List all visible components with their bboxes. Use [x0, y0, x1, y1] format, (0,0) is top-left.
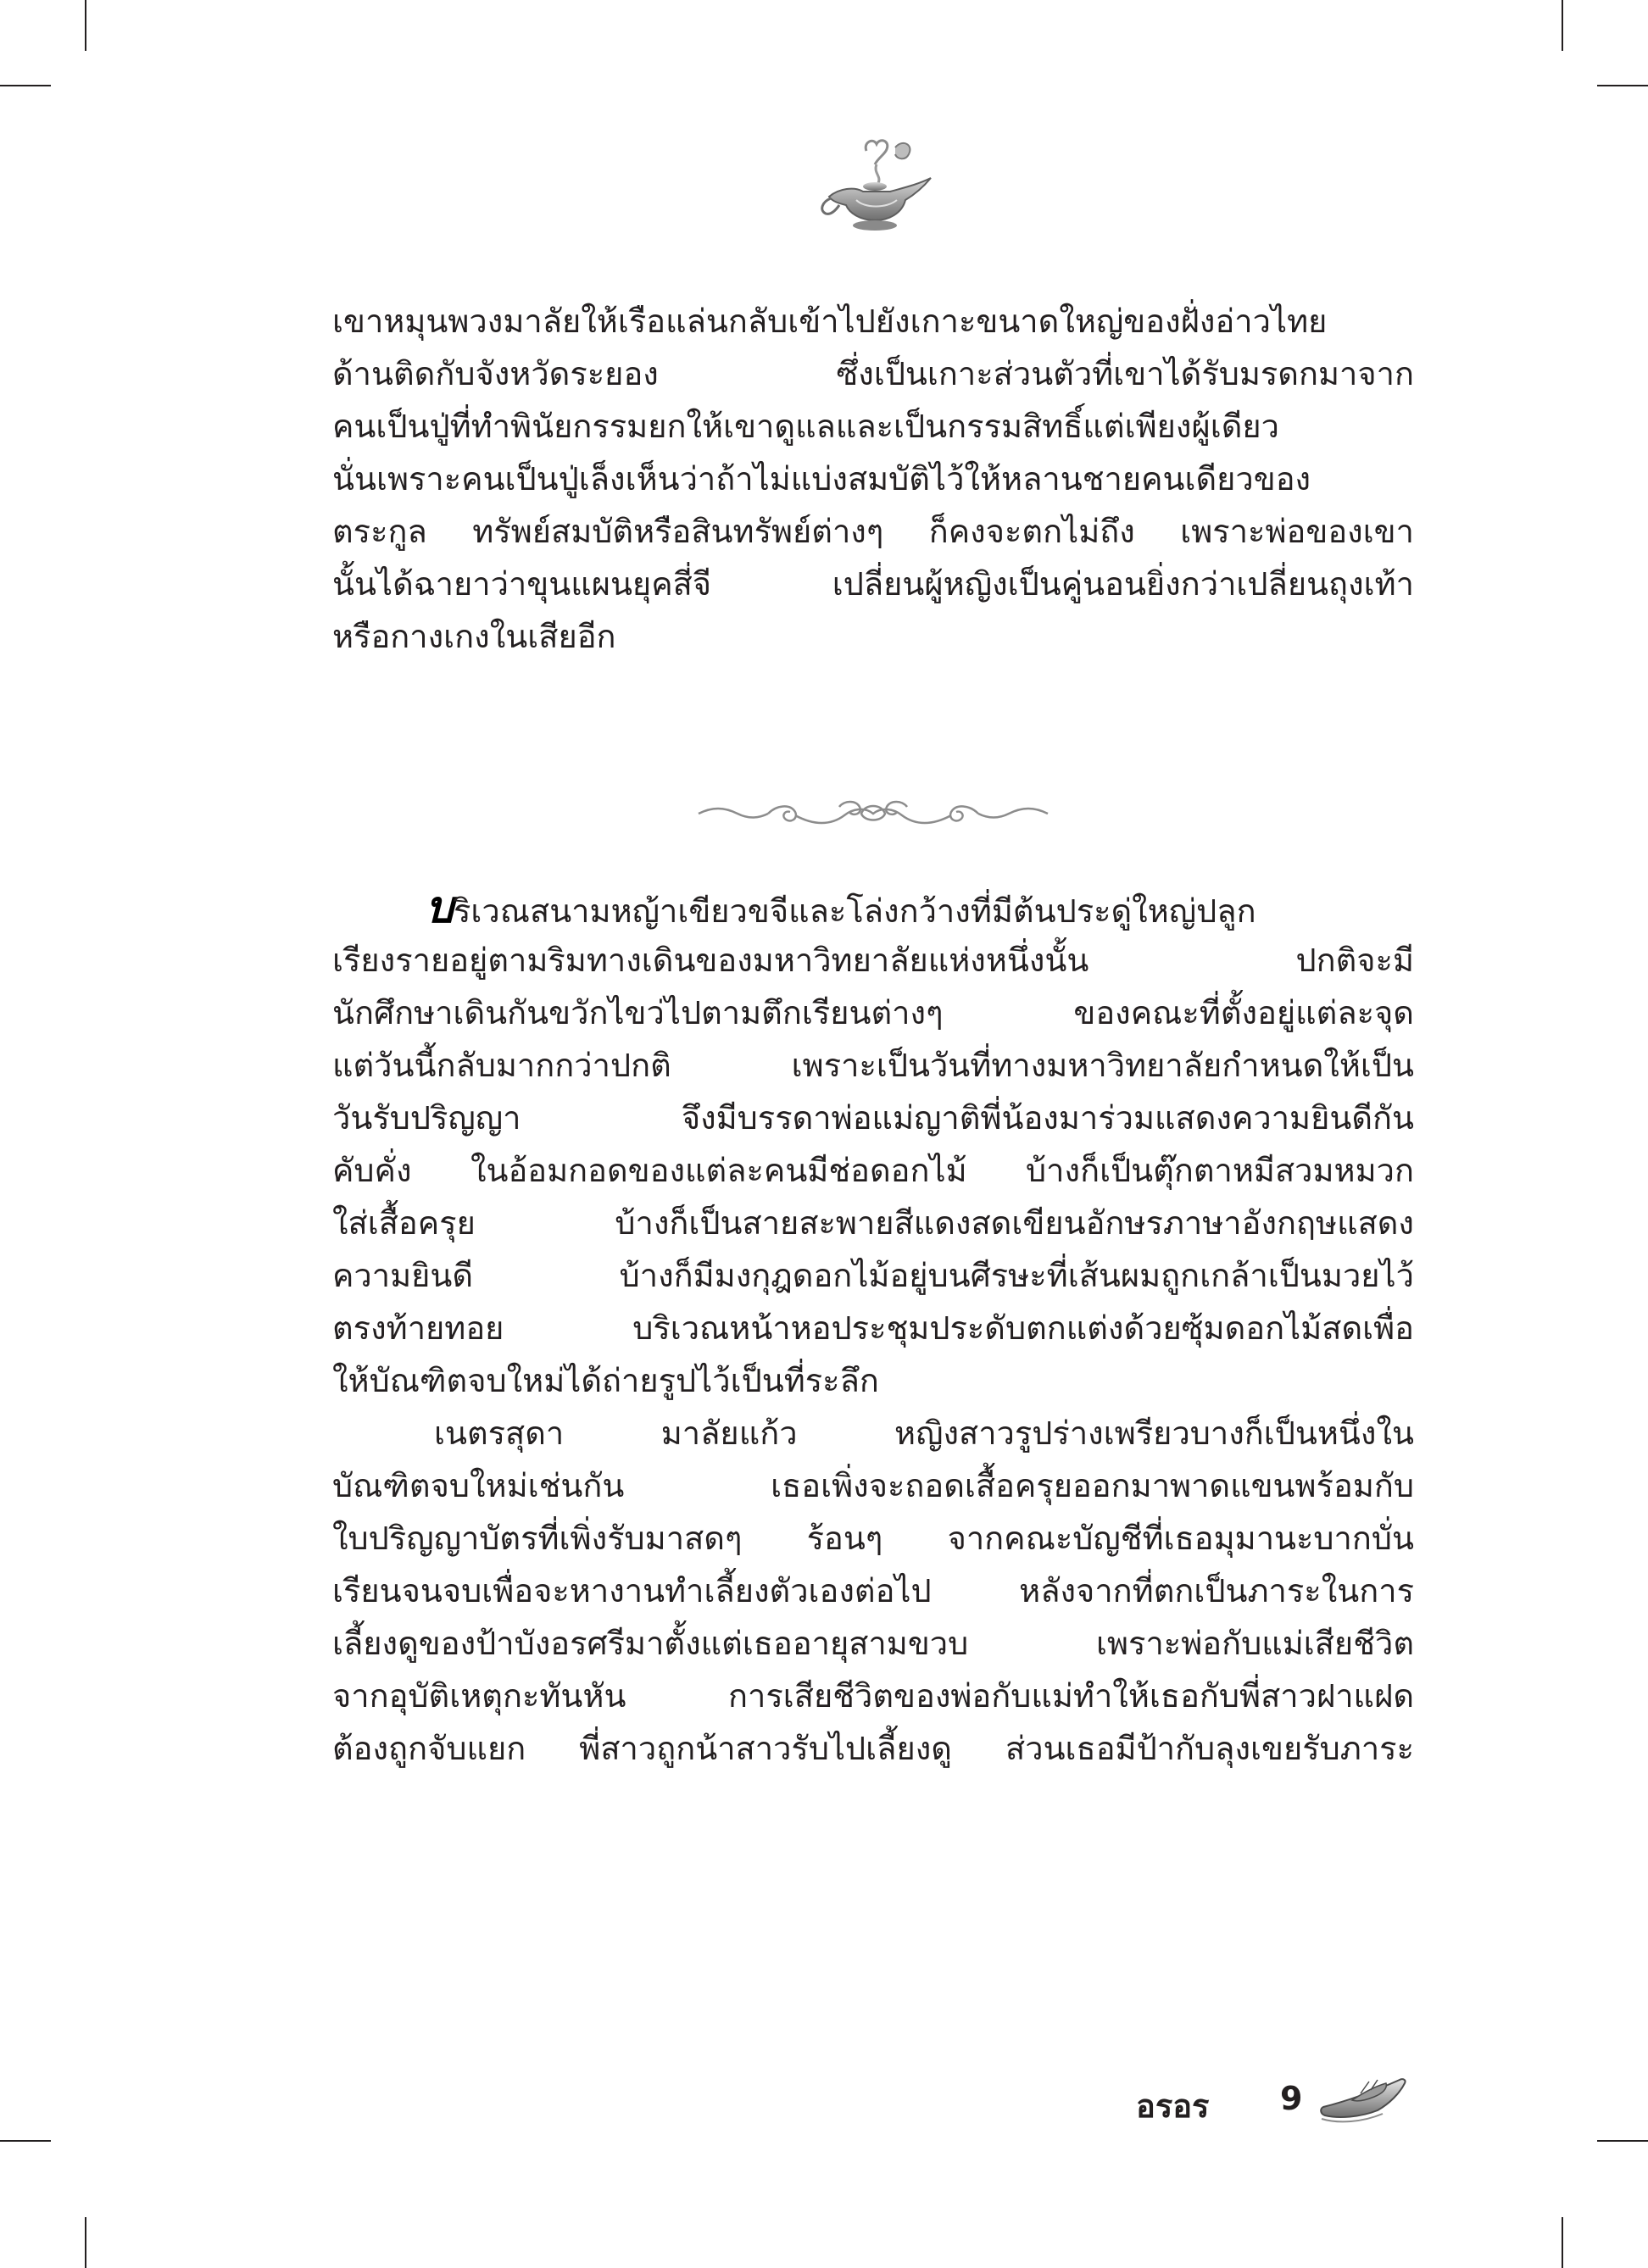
- crop-mark-top-left: [85, 0, 86, 51]
- speedboat-icon: [1318, 2068, 1411, 2127]
- text-line: คนเป็นปู่ที่ทำพินัยกรรมยกให้เขาดูแลและเป็นกรรมสิทธิ์แต่เพียงผู้เดียว: [332, 408, 1279, 445]
- text-line: วันรับปริญญา จึงมีบรรดาพ่อแม่ญาติพี่น้องมาร่วมแสดงความยินดีกัน: [332, 1099, 1414, 1137]
- text-line: นั้นได้ฉายาว่าขุนแผนยุคสี่จี เปลี่ยนผู้หญิงเป็นคู่นอนยิ่งกว่าเปลี่ยนถุงเท้า: [332, 565, 1414, 603]
- ornament-divider-icon: [695, 788, 1051, 839]
- text-line: ใบปริญญาบัตรที่เพิ่งรับมาสดๆ ร้อนๆ จากคณะบัญชีที่เธอมุมานะบากบั่น: [332, 1520, 1414, 1557]
- text-line: ใส่เสื้อครุย บ้างก็เป็นสายสะพายสีแดงสดเขียนอักษรภาษาอังกฤษแสดง: [332, 1204, 1414, 1242]
- crop-mark-top-left-h: [0, 85, 51, 86]
- text-line: บัณฑิตจบใหม่เช่นกัน เธอเพิ่งจะถอดเสื้อครุยออกมาพาดแขนพร้อมกับ: [332, 1467, 1414, 1504]
- text-line: เนตรสุดา มาลัยแก้ว หญิงสาวรูปร่างเพรียวบางก็เป็นหนึ่งใน: [434, 1415, 1414, 1452]
- text-line-rest: ริเวณสนามหญ้าเขียวขจีและโล่งกว้างที่มีต้นประดู่ใหญ่ปลูก: [454, 892, 1256, 930]
- book-title: อรอร: [1136, 2087, 1210, 2125]
- text-line: เรียนจนจบเพื่อจะหางานทำเลี้ยงตัวเองต่อไป หลังจากที่ตกเป็นภาระในการ: [332, 1572, 1414, 1609]
- text-line: ต้องถูกจับแยก พี่สาวถูกน้าสาวรับไปเลี้ยงดู ส่วนเธอมีป้ากับลุงเขยรับภาระ: [332, 1730, 1414, 1767]
- text-line-first: [332, 881, 1414, 934]
- text-line: เรียงรายอยู่ตามริมทางเดินของมหาวิทยาลัยแห่งหนึ่งนั้น ปกติจะมี: [332, 942, 1414, 979]
- paragraph-2: [332, 881, 1414, 1775]
- crop-mark-bottom-left: [85, 2217, 86, 2268]
- crop-mark-bottom-right-h: [1597, 2140, 1648, 2142]
- text-line: จากอุบัติเหตุกะทันหัน การเสียชีวิตของพ่อกับแม่ทำให้เธอกับพี่สาวฝาแฝด: [332, 1677, 1414, 1715]
- crop-mark-top-right-h: [1597, 85, 1648, 86]
- text-line: ความยินดี บ้างก็มีมงกุฎดอกไม้อยู่บนศีรษะที่เส้นผมถูกเกล้าเป็นมวยไว้: [332, 1257, 1414, 1294]
- text-line: ตระกูล ทรัพย์สมบัติหรือสินทรัพย์ต่างๆ ก็คงจะตกไม่ถึง เพราะพ่อของเขา: [332, 513, 1414, 550]
- crop-mark-bottom-right: [1562, 2217, 1563, 2268]
- text-line: นักศึกษาเดินกันขวักไขว่ไปตามตึกเรียนต่างๆ ของคณะที่ตั้งอยู่แต่ละจุด: [332, 994, 1414, 1031]
- text-line: ด้านติดกับจังหวัดระยอง ซึ่งเป็นเกาะส่วนตัวที่เขาได้รับมรดกมาจาก: [332, 355, 1414, 392]
- text-line: แต่วันนี้กลับมากกว่าปกติ เพราะเป็นวันที่ทางมหาวิทยาลัยกำหนดให้เป็น: [332, 1047, 1414, 1084]
- text-line: เขาหมุนพวงมาลัยให้เรือแล่นกลับเข้าไปยังเกาะขนาดใหญ่ของฝั่งอ่าวไทย: [332, 303, 1328, 340]
- text-line: ให้บัณฑิตจบใหม่ได้ถ่ายรูปไว้เป็นที่ระลึก: [332, 1362, 879, 1399]
- drop-cap: บ: [426, 881, 454, 933]
- text-line: นั่นเพราะคนเป็นปู่เล็งเห็นว่าถ้าไม่แบ่งสมบัติไว้ให้หลานชายคนเดียวของ: [332, 460, 1311, 498]
- genie-lamp-icon: [814, 136, 941, 237]
- text-line: เลี้ยงดูของป้าบังอรศรีมาตั้งแต่เธออายุสามขวบ เพราะพ่อกับแม่เสียชีวิต: [332, 1625, 1414, 1662]
- crop-mark-bottom-left-h: [0, 2140, 51, 2142]
- page-number: 9: [1280, 2080, 1303, 2117]
- crop-mark-top-right: [1562, 0, 1563, 51]
- page-footer: [1136, 2068, 1416, 2136]
- text-line: ตรงท้ายทอย บริเวณหน้าหอประชุมประดับตกแต่งด้วยซุ้มดอกไม้สดเพื่อ: [332, 1309, 1414, 1347]
- text-line: คับคั่ง ในอ้อมกอดของแต่ละคนมีช่อดอกไม้ บ้างก็เป็นตุ๊กตาหมีสวมหมวก: [332, 1152, 1414, 1189]
- paragraph-1: [332, 295, 1414, 663]
- text-line: หรือกางเกงในเสียอีก: [332, 618, 616, 655]
